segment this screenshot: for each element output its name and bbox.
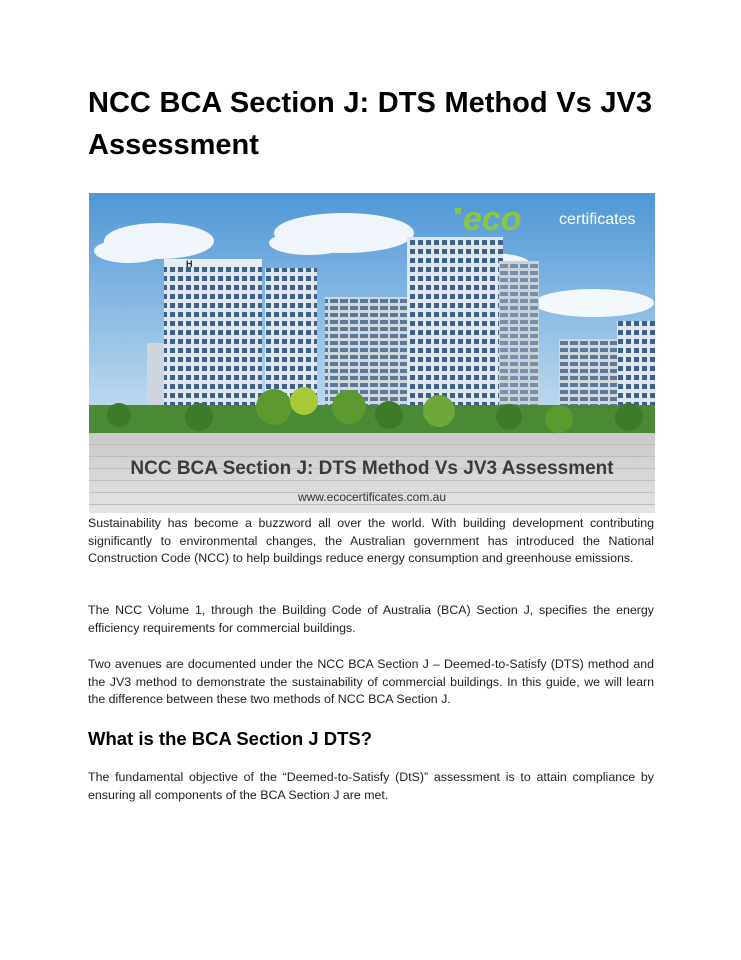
section-heading: What is the BCA Section J DTS? (88, 728, 373, 749)
paragraph-ncc-volume: The NCC Volume 1, through the Building Code of Australia (BCA) Section J, specifies the energy efficiency requirements for commercial buildings. (88, 603, 654, 635)
paragraph-intro: Sustainability has become a buzzword all over the world. With building development contributing significantly to environmental changes, the Australian government has introduced the National Construction Code (NCC) to help buildings reduce energy consumption and greenhouse emissions. (88, 516, 654, 566)
hero-image (89, 193, 655, 513)
logo-eco-text: eco (463, 200, 522, 238)
hero-caption: NCC BCA Section J: DTS Method Vs JV3 Assessment (130, 458, 614, 479)
article-title: NCC BCA Section J: DTS Method Vs JV3 Assessment (88, 87, 652, 161)
paragraph-two-avenues: Two avenues are documented under the NCC BCA Section J – Deemed-to-Satisfy (DTS) method and the JV3 method to demonstrate the sustainability of commercial buildings. In this guide, we will learn the difference between these two methods of NCC BCA Section J. (88, 657, 654, 707)
hero-url: www.ecocertificates.com.au (297, 490, 447, 504)
logo-certificates-text: certificates (559, 211, 636, 228)
paragraph-dts-objective: The fundamental objective of the “Deemed-to-Satisfy (DtS)” assessment is to attain compliance by ensuring all components of the BCA Section J are met. (88, 770, 654, 802)
building-sign: H (186, 259, 193, 269)
